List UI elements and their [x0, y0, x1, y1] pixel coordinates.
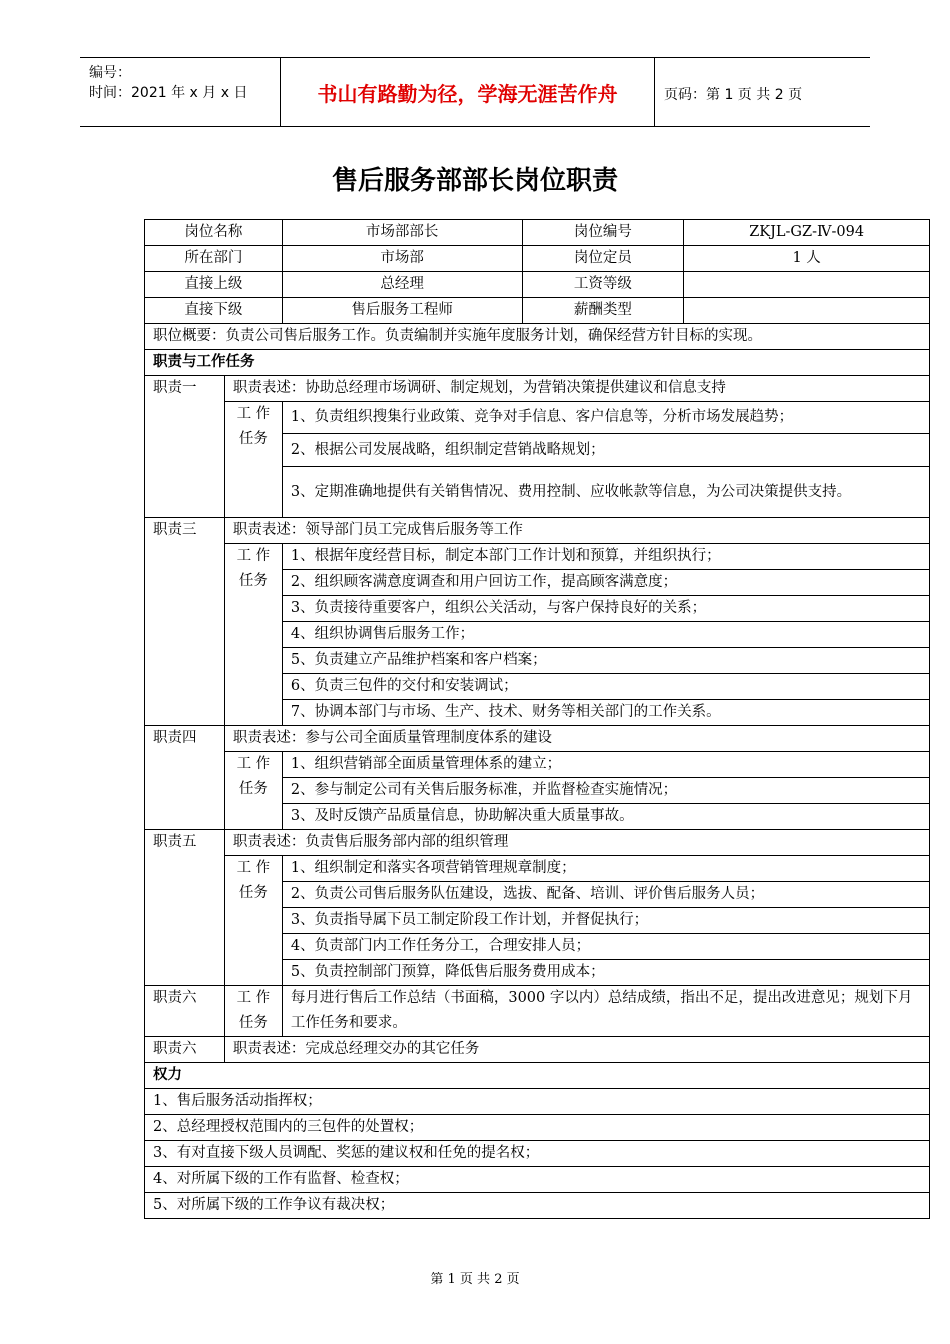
info-value: 售后服务工程师 [282, 298, 522, 324]
task-item: 2、参与制定公司有关售后服务标准，并监督检查实施情况； [282, 778, 929, 804]
info-row [145, 272, 930, 298]
task-item: 每月进行售后工作总结（书面稿，3000 字以内）总结成绩，指出不足，提出改进意见；规划下月工作任务和要求。 [282, 986, 929, 1037]
info-label: 岗位名称 [145, 220, 283, 246]
info-value [684, 272, 930, 298]
info-label: 工资等级 [522, 272, 684, 298]
doc-number-label: 编号： [89, 65, 131, 81]
task-item: 1、根据年度经营目标，制定本部门工作计划和预算，并组织执行； [282, 544, 929, 570]
duty-statement: 职责表述：协助总经理市场调研、制定规划，为营销决策提供建议和信息支持 [224, 376, 929, 402]
doc-time: 时间：2021 年 x 月 x 日 [89, 85, 248, 101]
info-value: ZKJL-GZ-Ⅳ-094 [684, 220, 930, 246]
task-item: 3、负责接待重要客户，组织公关活动，与客户保持良好的关系； [282, 596, 929, 622]
duty-name: 职责六 [145, 1037, 225, 1063]
task-item: 5、负责控制部门预算，降低售后服务费用成本； [282, 960, 929, 986]
info-label: 直接下级 [145, 298, 283, 324]
info-value: 市场部 [282, 246, 522, 272]
task-item: 4、组织协调售后服务工作； [282, 622, 929, 648]
info-label: 所在部门 [145, 246, 283, 272]
info-label: 岗位定员 [522, 246, 684, 272]
page-title: 售后服务部部长岗位职责 [331, 166, 618, 196]
header-meta [80, 58, 281, 126]
task-item: 3、及时反馈产品质量信息，协助解决重大质量事故。 [282, 804, 929, 830]
info-row [145, 298, 930, 324]
info-value [684, 298, 930, 324]
position-overview: 职位概要：负责公司售后服务工作。负责编制并实施年度服务计划，确保经营方针目标的实现。 [145, 324, 930, 350]
task-item: 1、组织制定和落实各项营销管理规章制度； [282, 856, 929, 882]
info-row [145, 220, 930, 246]
duty-statement: 职责表述：参与公司全面质量管理制度体系的建设 [224, 726, 929, 752]
power-item: 2、总经理授权范围内的三包件的处置权； [145, 1115, 930, 1141]
info-label: 直接上级 [145, 272, 283, 298]
task-label: 工 作 任务 [224, 986, 282, 1037]
powers-heading: 权力 [145, 1063, 930, 1089]
duty-name: 职责三 [145, 518, 225, 726]
header-page-info: 页码：第 1 页 共 2 页 [664, 87, 803, 103]
page-footer: 第 1 页 共 2 页 [430, 1272, 520, 1287]
task-item: 4、负责部门内工作任务分工，合理安排人员； [282, 934, 929, 960]
job-description-table [144, 219, 930, 1219]
duty-name: 职责四 [145, 726, 225, 830]
task-item: 1、组织营销部全面质量管理体系的建立； [282, 752, 929, 778]
task-label: 工 作 任务 [224, 752, 282, 830]
info-value: 市场部部长 [282, 220, 522, 246]
power-item: 5、对所属下级的工作争议有裁决权； [145, 1193, 930, 1219]
power-item: 4、对所属下级的工作有监督、检查权； [145, 1167, 930, 1193]
info-row [145, 246, 930, 272]
info-value: 总经理 [282, 272, 522, 298]
task-item: 5、负责建立产品维护档案和客户档案； [282, 648, 929, 674]
duty-name: 职责一 [145, 376, 225, 518]
task-item: 2、负责公司售后服务队伍建设，选拔、配备、培训、评价售后服务人员； [282, 882, 929, 908]
power-item: 1、售后服务活动指挥权； [145, 1089, 930, 1115]
header-motto: 书山有路勤为径，学海无涯苦作舟 [281, 58, 655, 126]
power-item: 3、有对直接下级人员调配、奖惩的建议权和任免的提名权； [145, 1141, 930, 1167]
info-value: 1 人 [684, 246, 930, 272]
duties-heading: 职责与工作任务 [145, 350, 930, 376]
duty-statement: 职责表述：负责售后服务部内部的组织管理 [224, 830, 929, 856]
info-label: 岗位编号 [522, 220, 684, 246]
duty-statement: 职责表述：领导部门员工完成售后服务等工作 [224, 518, 929, 544]
task-item: 7、协调本部门与市场、生产、技术、财务等相关部门的工作关系。 [282, 700, 929, 726]
info-label: 薪酬类型 [522, 298, 684, 324]
duty-name: 职责六 [145, 986, 225, 1037]
task-label: 工 作 任务 [224, 402, 282, 518]
task-item: 1、负责组织搜集行业政策、竞争对手信息、客户信息等，分析市场发展趋势； [282, 402, 929, 434]
task-label: 工 作 任务 [224, 544, 282, 726]
task-item: 3、负责指导属下员工制定阶段工作计划，并督促执行； [282, 908, 929, 934]
task-item: 2、根据公司发展战略，组织制定营销战略规划； [282, 434, 929, 467]
task-label: 工 作 任务 [224, 856, 282, 986]
page-header [80, 57, 870, 127]
task-item: 3、定期准确地提供有关销售情况、费用控制、应收帐款等信息，为公司决策提供支持。 [282, 467, 929, 518]
duty-statement: 职责表述：完成总经理交办的其它任务 [224, 1037, 929, 1063]
task-item: 6、负责三包件的交付和安装调试； [282, 674, 929, 700]
duty-name: 职责五 [145, 830, 225, 986]
task-item: 2、组织顾客满意度调查和用户回访工作，提高顾客满意度； [282, 570, 929, 596]
